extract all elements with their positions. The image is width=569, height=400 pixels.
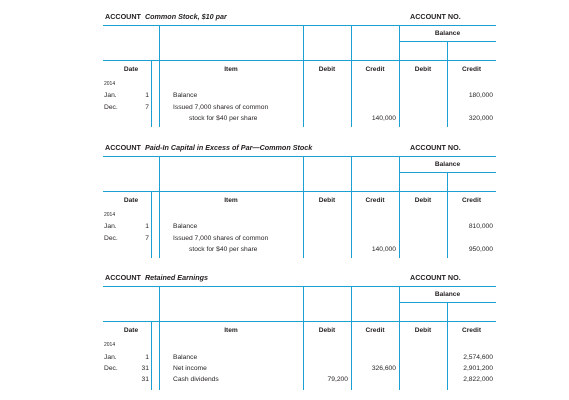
entry-day: 31 <box>141 365 149 372</box>
ledger-grid <box>103 156 496 258</box>
entry-balance-credit: 810,000 <box>468 223 493 230</box>
column-divider <box>303 286 304 390</box>
entry-item-continued: stock for $40 per share <box>189 115 258 122</box>
entry-day: 1 <box>145 223 149 230</box>
balance-credit-header: Credit <box>461 327 482 334</box>
entry-month: Dec. <box>104 235 118 242</box>
entry-credit: 140,000 <box>371 115 396 122</box>
entry-item-continued: stock for $40 per share <box>189 246 258 253</box>
entry-day: 7 <box>145 235 149 242</box>
balance-header: Balance <box>434 291 461 298</box>
entry-day: 31 <box>141 376 149 383</box>
item-header: Item <box>224 66 238 73</box>
account-title <box>105 12 227 21</box>
account-label: ACCOUNT <box>105 143 141 152</box>
debit-header: Debit <box>318 327 336 334</box>
entry-day: 1 <box>145 354 149 361</box>
entry-credit: 140,000 <box>371 246 396 253</box>
account-title <box>105 143 312 152</box>
entry-credit: 326,600 <box>371 365 396 372</box>
header-rule <box>103 60 496 61</box>
debit-header: Debit <box>318 66 336 73</box>
account-name: Retained Earnings <box>144 273 209 282</box>
entry-item: Net income <box>173 365 207 372</box>
ledger-grid <box>103 286 496 390</box>
item-header: Item <box>224 327 238 334</box>
account-number-label: ACCOUNT NO. <box>410 273 461 282</box>
column-divider <box>399 286 400 390</box>
year-label: 2014 <box>104 342 116 348</box>
date-header: Date <box>123 197 139 204</box>
item-header: Item <box>224 197 238 204</box>
column-divider <box>399 25 400 127</box>
balance-credit-header: Credit <box>461 66 482 73</box>
column-divider <box>447 172 448 258</box>
entry-debit: 79,200 <box>327 376 348 383</box>
top-rule <box>103 25 496 26</box>
year-label: 2014 <box>104 81 116 87</box>
column-divider <box>303 25 304 127</box>
column-divider <box>351 156 352 258</box>
credit-header: Credit <box>365 327 385 334</box>
year-label: 2014 <box>104 212 116 218</box>
account-title <box>105 273 208 282</box>
top-rule <box>103 286 496 287</box>
balance-header: Balance <box>434 30 461 37</box>
ledger-title-row <box>103 273 496 286</box>
balance-debit-header: Debit <box>414 66 432 73</box>
column-divider <box>351 25 352 127</box>
column-divider <box>159 286 160 390</box>
entry-month: Dec. <box>104 104 118 111</box>
ledger-paid-in-capital <box>103 143 496 253</box>
balance-debit-header: Debit <box>414 197 432 204</box>
entry-month: Jan. <box>104 354 117 361</box>
entry-item: Issued 7,000 shares of common <box>173 104 269 111</box>
entry-balance-credit: 950,000 <box>468 246 493 253</box>
entry-item: Balance <box>173 92 198 99</box>
account-name: Common Stock, $10 par <box>144 12 227 21</box>
credit-header: Credit <box>365 66 385 73</box>
account-name: Paid-In Capital in Excess of Par—Common Stock <box>144 143 313 152</box>
column-divider <box>351 286 352 390</box>
entry-day: 7 <box>145 104 149 111</box>
account-number-label: ACCOUNT NO. <box>410 143 461 152</box>
entry-balance-credit: 320,000 <box>468 115 493 122</box>
ledger-title-row <box>103 12 496 25</box>
entry-balance-credit: 180,000 <box>468 92 493 99</box>
entry-month: Dec. <box>104 365 118 372</box>
entry-item: Balance <box>173 354 198 361</box>
ledger-title-row <box>103 143 496 156</box>
entry-balance-credit: 2,822,000 <box>463 376 493 383</box>
account-label: ACCOUNT <box>105 273 141 282</box>
entry-balance-credit: 2,901,200 <box>463 365 493 372</box>
entry-month: Jan. <box>104 223 117 230</box>
column-divider <box>399 156 400 258</box>
debit-header: Debit <box>318 197 336 204</box>
column-divider <box>447 41 448 127</box>
ledger-grid <box>103 25 496 127</box>
date-header: Date <box>123 66 139 73</box>
entry-month: Jan. <box>104 92 117 99</box>
top-rule <box>103 156 496 157</box>
entry-item: Cash dividends <box>173 376 219 383</box>
account-number-label: ACCOUNT NO. <box>410 12 461 21</box>
balance-debit-header: Debit <box>414 327 432 334</box>
credit-header: Credit <box>365 197 385 204</box>
entry-item: Issued 7,000 shares of common <box>173 235 269 242</box>
balance-credit-header: Credit <box>461 197 482 204</box>
balance-header: Balance <box>434 161 461 168</box>
entry-item: Balance <box>173 223 198 230</box>
header-rule <box>103 191 496 192</box>
header-rule <box>103 321 496 322</box>
account-label: ACCOUNT <box>105 12 141 21</box>
column-divider <box>159 156 160 258</box>
date-header: Date <box>123 327 139 334</box>
column-divider <box>303 156 304 258</box>
entry-balance-credit: 2,574,600 <box>463 354 493 361</box>
entry-day: 1 <box>145 92 149 99</box>
column-divider <box>159 25 160 127</box>
ledger-common-stock <box>103 12 496 122</box>
ledger-retained-earnings <box>103 273 496 383</box>
